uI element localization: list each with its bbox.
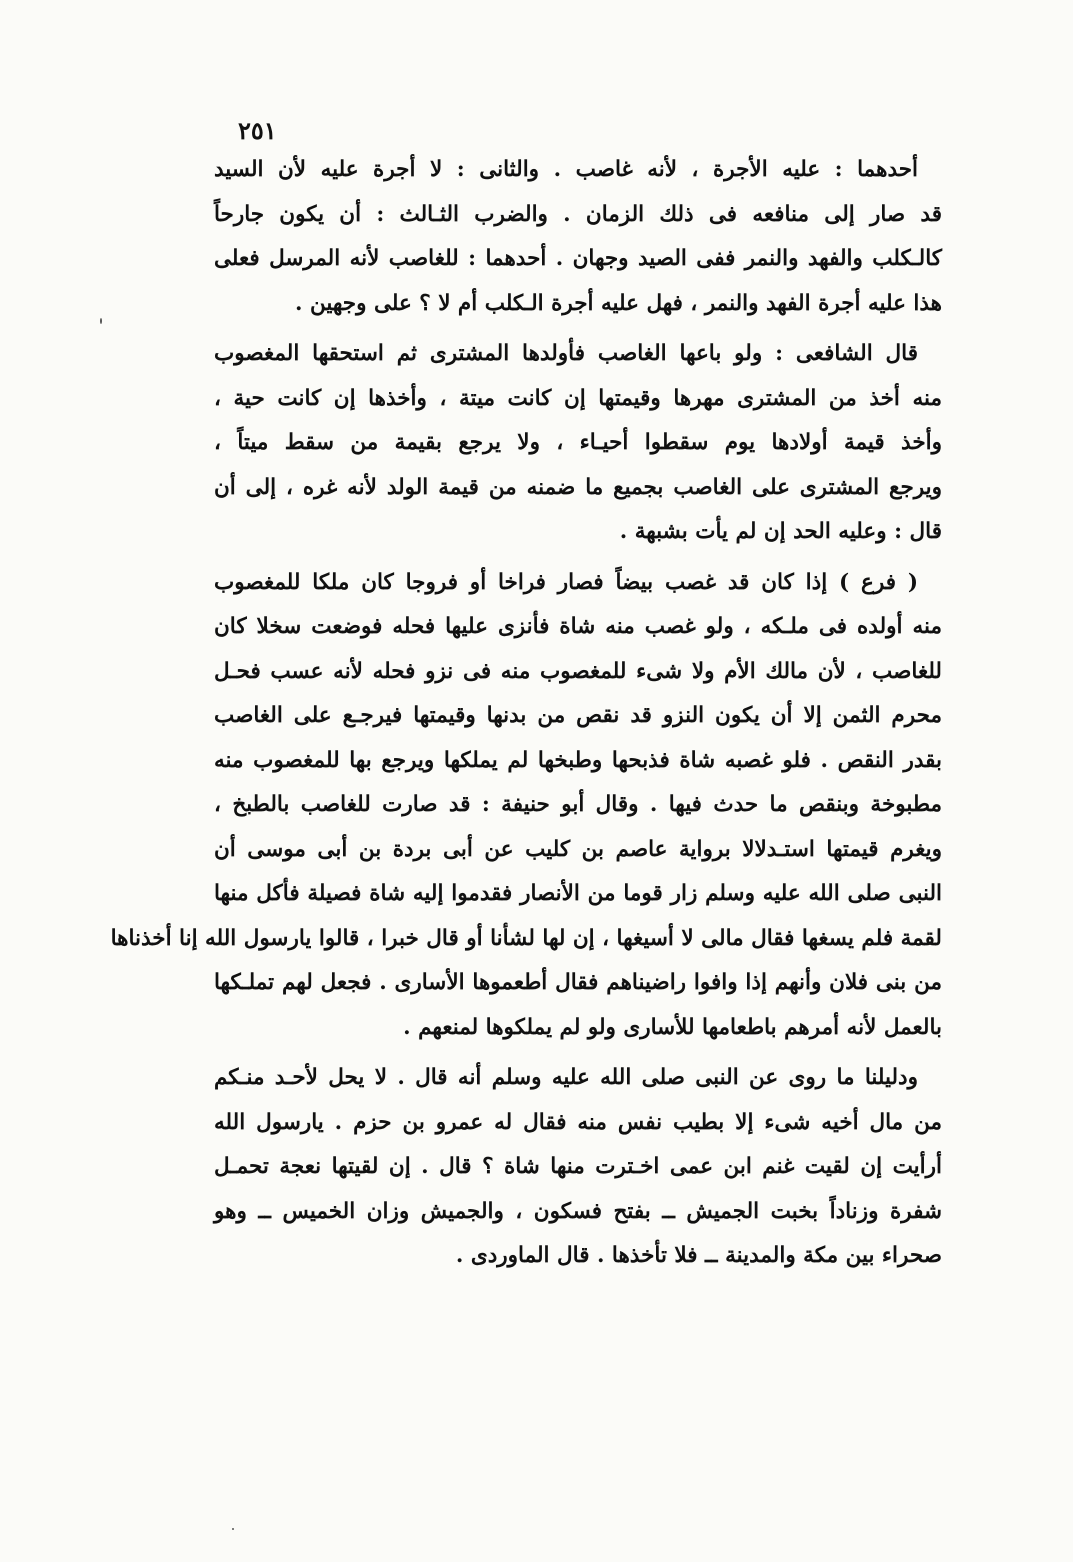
text-line: ويغرم قيمتها استـدلالا برواية عاصم بن كليب عن أبى بردة بن أبى موسى أن (214, 836, 942, 862)
text-line: لقمة فلم يسغها فقال مالى لا أسيغها ، إن لها لشأنا أو قال خبرا ، قالوا يارسول الله إنا أخذناها (110, 925, 942, 951)
text-line: بالعمل لأنه أمرهم باطعامها للأسارى ولو لم يملكوها لمنعهم . (403, 1014, 942, 1040)
text-line: قال الشافعى : ولو باعها الغاصب فأولدها المشترى ثم استحقها المغصوب (214, 341, 918, 366)
text-line: منه أخذ من المشترى مهرها وقيمتها إن كانت ميتة ، وأخذها إن كانت حية ، (214, 385, 942, 411)
text-line: للغاصب ، لأن مالك الأم ولا شىء للمغصوب منه فى نزو فحله لأنه عسب فحـل (214, 658, 942, 684)
scan-speck (100, 318, 102, 324)
text-line: مطبوخة وبنقص ما حدث فيها . وقال أبو حنيفة : قد صارت للغاصب بالطبخ ، (214, 792, 942, 817)
text-line: محرم الثمن إلا أن يكون النزو قد نقص من بدنها وقيمتها فيرجـع على الغاصب (214, 703, 942, 728)
text-line: أحدهما : عليه الأجرة ، لأنه غاصب . والثانى : لا أجرة عليه لأن السيد (214, 157, 918, 182)
body-text (110, 148, 942, 1279)
text-line: ودليلنا ما روى عن النبى صلى الله عليه وسلم أنه قال . لا يحل لأحـد منـكم (214, 1065, 918, 1090)
text-line: وأخذ قيمة أولادها يوم سقطوا أحيـاء ، ولا يرجع بقيمة من سقط ميتاً ، (214, 430, 942, 455)
text-line: صحراء بين مكة والمدينة ــ فلا تأخذها . قال الماوردى . (455, 1243, 942, 1268)
text-line: قال : وعليه الحد إن لم يأت بشبهة . (619, 519, 942, 544)
scan-speck (232, 1528, 234, 1530)
text-line: منه أولده فى ملـكه ، ولو غصب منه شاة فأنزى عليها فحله فوضعت سخلا كان (214, 614, 942, 639)
page-number: ٢٥١ (238, 116, 277, 145)
text-line: شفرة وزناداً بخبت الجميش ــ بفتح فسكون ، والجميش وزان الخميس ــ وهو (214, 1198, 942, 1224)
text-line: كالـكلب والفهد والنمر ففى الصيد وجهان . أحدهما : للغاصب لأنه المرسل فعلى (214, 246, 942, 271)
text-line: قد صار إلى منافعه فى ذلك الزمان . والضرب الثـالث : أن يكون جارحاً (214, 201, 942, 227)
text-line: من بنى فلان وأنهم إذا وافوا راضيناهم فقال أطعموها الأسارى . فجعل لهم تملـكها (214, 970, 942, 995)
text-line: ( فرع ) إذا كان قد غصب بيضاً فصار فراخا أو فروجا كان ملكا للمغصوب (214, 569, 918, 595)
text-line: ويرجع المشترى على الغاصب بجميع ما ضمنه من قيمة الولد لأنه غره ، إلى أن (214, 474, 942, 500)
text-line: أرأيت إن لقيت غنم ابن عمى اخـترت منها شاة ؟ قال . إن لقيتها نعجة تحمـل (214, 1154, 942, 1179)
text-line: النبى صلى الله عليه وسلم زار قوما من الأنصار فقدموا إليه شاة فصيلة فأكل منها (214, 881, 942, 906)
text-line: بقدر النقص . فلو غصبه شاة فذبحها وطبخها لم يملكها ويرجع بها للمغصوب منه (214, 747, 942, 773)
text-line: هذا عليه أجرة الفهد والنمر ، فهل عليه أجرة الـكلب أم لا ؟ على وجهين . (295, 290, 942, 316)
text-line: من مال أخيه شىء إلا بطيب نفس منه فقال له عمرو بن حزم . يارسول الله (214, 1109, 942, 1135)
